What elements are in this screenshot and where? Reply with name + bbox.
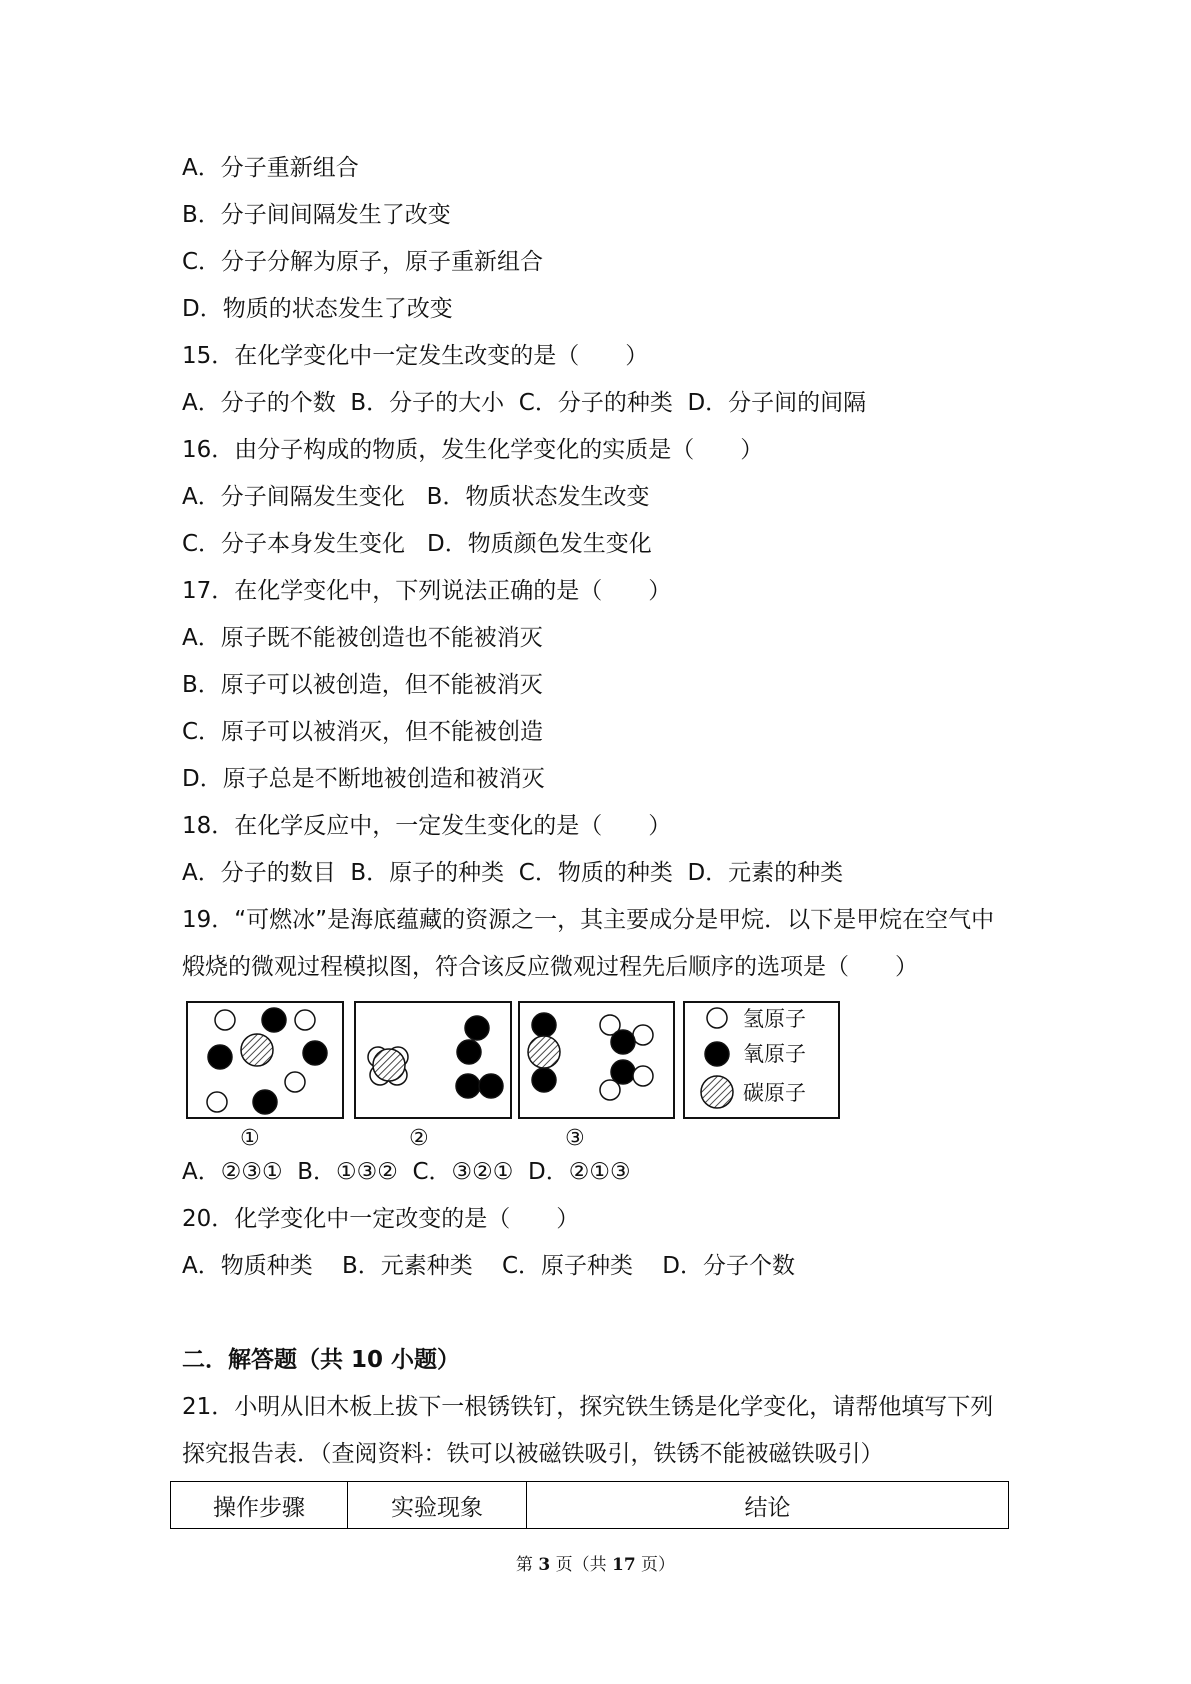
- option-14c: C．分子分解为原子，原子重新组合: [182, 249, 544, 275]
- table-header-phenomenon: 实验现象: [348, 1482, 527, 1529]
- section-title: 二．解答题（共 10 小题）: [182, 1347, 461, 1373]
- question-18: 18．在化学反应中，一定发生变化的是（ ）: [182, 813, 672, 839]
- legend-symbols: [701, 1008, 733, 1108]
- report-table: [170, 1481, 1009, 1529]
- options-18: A．分子的数目 B．原子的种类 C．物质的种类 D．元素的种类: [182, 860, 844, 886]
- panel-3-number: ③: [565, 1126, 585, 1151]
- legend-carbon-label: 碳原子: [743, 1081, 806, 1105]
- reaction-figure-svg: [185, 1000, 845, 1125]
- reaction-figure: [185, 1000, 845, 1151]
- question-19-line1: 19．“可燃冰”是海底蕴藏的资源之一，其主要成分是甲烷．以下是甲烷在空气中: [182, 907, 995, 933]
- options-20: A．物质种类 B．元素种类 C．原子种类 D．分子个数: [182, 1253, 796, 1279]
- option-14b: B．分子间间隔发生了改变: [182, 202, 451, 228]
- option-14a: A．分子重新组合: [182, 155, 359, 181]
- panel-1-molecules: [207, 1008, 327, 1114]
- table-header-conclusion: 结论: [527, 1482, 1009, 1529]
- options-16-cd: C．分子本身发生变化 D．物质颜色发生变化: [182, 531, 652, 557]
- footer-suffix: 页）: [635, 1555, 676, 1575]
- options-16-ab: A．分子间隔发生变化 B．物质状态发生改变: [182, 484, 650, 510]
- options-19: A．②③① B．①③② C．③②① D．②①③: [182, 1159, 631, 1185]
- footer-middle: 页（共: [550, 1555, 612, 1575]
- question-19-line2: 煅烧的微观过程模拟图，符合该反应微观过程先后顺序的选项是（ ）: [182, 954, 918, 980]
- carbon-symbol: [701, 1076, 733, 1108]
- panel-2-molecules: [368, 1016, 503, 1098]
- option-17b: B．原子可以被创造，但不能被消灭: [182, 672, 543, 698]
- legend-oxygen-label: 氧原子: [743, 1042, 806, 1066]
- question-17: 17．在化学变化中，下列说法正确的是（ ）: [182, 578, 672, 604]
- question-21-line2: 探究报告表．（查阅资料：铁可以被磁铁吸引，铁锈不能被磁铁吸引）: [182, 1441, 884, 1467]
- page-footer: [0, 1550, 1191, 1575]
- oxygen-symbol: [705, 1042, 729, 1066]
- footer-prefix: 第: [515, 1555, 539, 1575]
- question-15: 15．在化学变化中一定发生改变的是（ ）: [182, 343, 649, 369]
- option-17c: C．原子可以被消灭，但不能被创造: [182, 719, 544, 745]
- table-header-steps: 操作步骤: [171, 1482, 348, 1529]
- panel-2-number: ②: [409, 1126, 429, 1151]
- options-15: A．分子的个数 B．分子的大小 C．分子的种类 D．分子间的间隔: [182, 390, 867, 416]
- panel-1-number: ①: [240, 1126, 260, 1151]
- footer-page-number: 3: [538, 1555, 551, 1575]
- hydrogen-symbol: [707, 1008, 727, 1028]
- option-17d: D．原子总是不断地被创造和被消灭: [182, 766, 545, 792]
- question-21-line1: 21．小明从旧木板上拔下一根锈铁钉，探究铁生锈是化学变化，请帮他填写下列: [182, 1394, 994, 1420]
- panel-3-molecules: [528, 1013, 653, 1100]
- question-20: 20．化学变化中一定改变的是（ ）: [182, 1206, 580, 1232]
- legend-hydrogen-label: 氢原子: [743, 1007, 806, 1031]
- question-16: 16．由分子构成的物质，发生化学变化的实质是（ ）: [182, 437, 764, 463]
- option-17a: A．原子既不能被创造也不能被消灭: [182, 625, 543, 651]
- footer-total-pages: 17: [611, 1555, 636, 1575]
- option-14d: D．物质的状态发生了改变: [182, 296, 453, 322]
